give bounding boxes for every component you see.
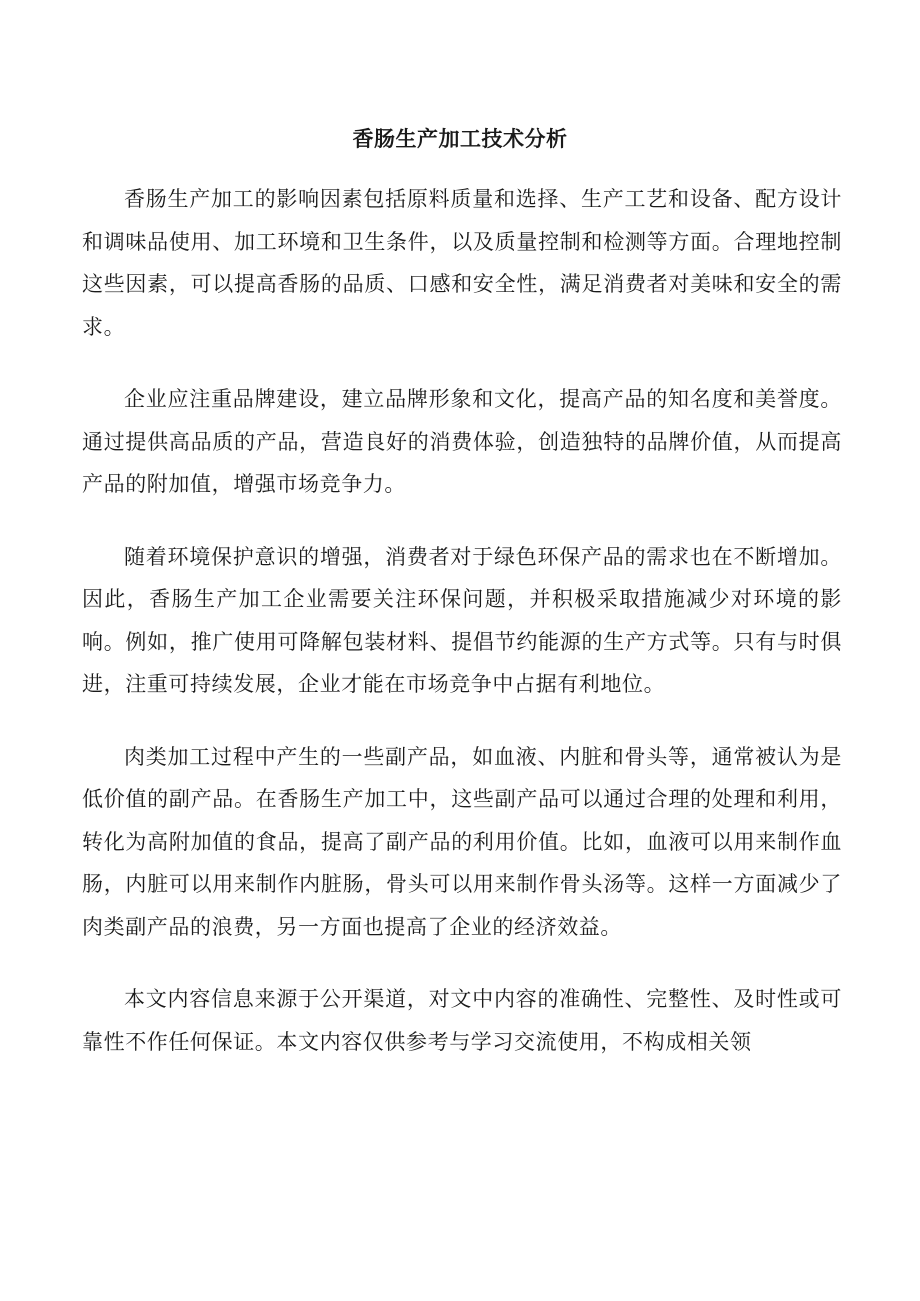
paragraph-brand: 企业应注重品牌建设，建立品牌形象和文化，提高产品的知名度和美誉度。通过提供高品质的产品，营造良好的消费体验，创造独特的品牌价值，从而提高产品的附加值，增强市场竞争力。: [82, 387, 842, 496]
paragraph-disclaimer: 本文内容信息来源于公开渠道，对文中内容的准确性、完整性、及时性或可靠性不作任何保证。本文内容仅供参考与学习交流使用，不构成相关领: [82, 987, 842, 1054]
paragraph-byproducts: 肉类加工过程中产生的一些副产品，如血液、内脏和骨头等，通常被认为是低价值的副产品。在香肠生产加工中，这些副产品可以通过合理的处理和利用，转化为高附加值的食品，提高了副产品的利用价值。比如，血液可以用来制作血肠，内脏可以用来制作内脏肠，骨头可以用来制作骨头汤等。这样一方面减少了肉类副产品的浪费，另一方面也提高了企业的经济效益。: [82, 744, 842, 939]
document-title: 香肠生产加工技术分析: [352, 127, 568, 151]
paragraph-factors: 香肠生产加工的影响因素包括原料质量和选择、生产工艺和设备、配方设计和调味品使用、加工环境和卫生条件，以及质量控制和检测等方面。合理地控制这些因素，可以提高香肠的品质、口感和安全性，满足消费者对美味和安全的需求。: [82, 187, 842, 339]
paragraph-environment: 随着环境保护意识的增强，消费者对于绿色环保产品的需求也在不断增加。因此，香肠生产加工企业需要关注环保问题，并积极采取措施减少对环境的影响。例如，推广使用可降解包装材料、提倡节约能源的生产方式等。只有与时俱进，注重可持续发展，企业才能在市场竞争中占据有利地位。: [82, 544, 842, 696]
document-body: [82, 178, 842, 1093]
